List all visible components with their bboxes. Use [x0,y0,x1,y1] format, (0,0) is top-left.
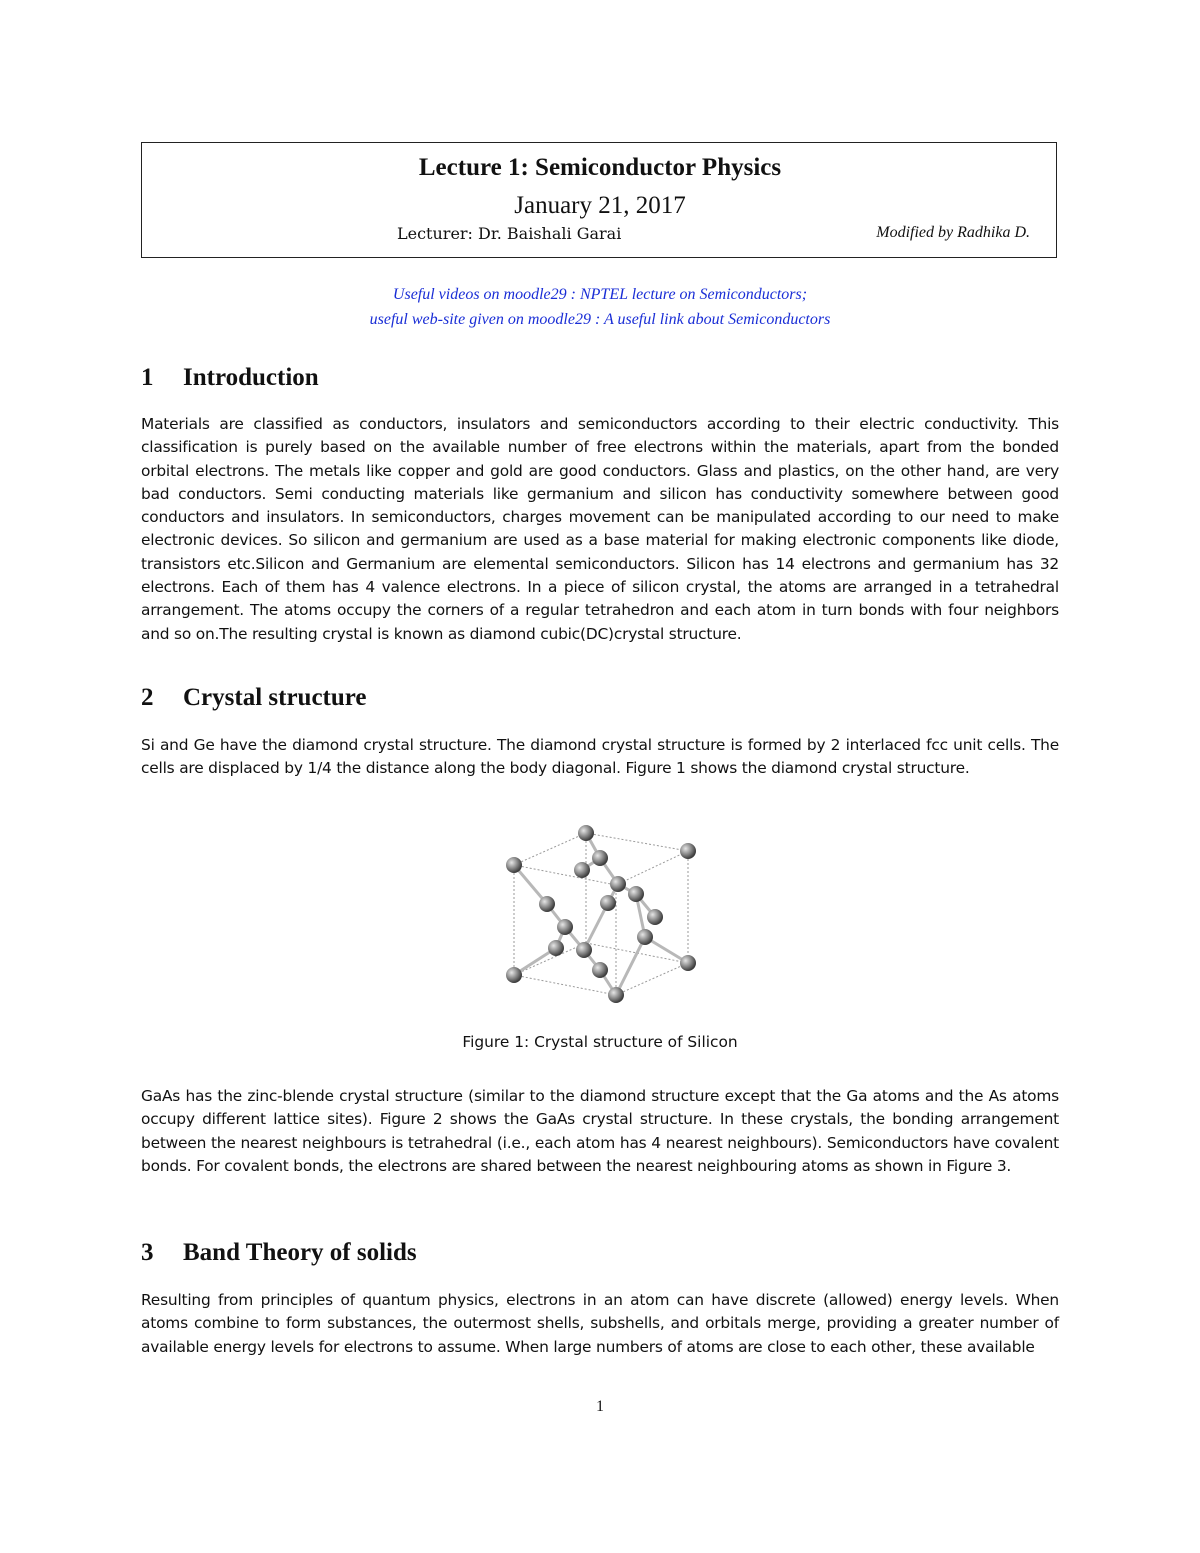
section-heading-band-theory [141,1239,417,1267]
section-heading-introduction [141,364,319,392]
nptel-videos-link[interactable]: Useful videos on moodle29 : NPTEL lecture on Semiconductors; [392,286,808,303]
modified-by: Modified by Radhika D. [876,224,1030,241]
useful-links [0,282,1200,332]
section-title: Band Theory of solids [183,1239,417,1266]
crystal-paragraph-1: Si and Ge have the diamond crystal structure. The diamond crystal structure is formed by 2 interlaced fcc unit cells. The cells are displaced by 1/4 the distance along the body diagonal. Figure 1 shows the diamond crystal structure. [141,736,1059,778]
figure-1-diamond-lattice [490,820,710,1020]
section-title: Introduction [183,364,319,391]
lecturer-name: Lecturer: Dr. Baishali Garai [397,224,622,243]
section-number: 1 [141,364,154,391]
page-number: 1 [596,1398,604,1415]
section-number: 2 [141,684,154,711]
section-heading-crystal-structure [141,684,367,712]
figure-1-caption: Figure 1: Crystal structure of Silicon [462,1033,738,1051]
diamond-crystal-illustration [490,820,710,1020]
section-title: Crystal structure [183,684,367,711]
page-title: Lecture 1: Semiconductor Physics [418,154,782,181]
band-theory-paragraph: Resulting from principles of quantum physics, electrons in an atom can have discrete (allowed) energy levels. When atoms combine to form substances, the outermost shells, subshells, and orbitals merge, providing a greater number of available energy levels for electrons to assume. When large numbers of atoms are close to each other, these available [141,1291,1059,1356]
lecture-date: January 21, 2017 [514,192,686,219]
semiconductor-website-link[interactable]: useful web-site given on moodle29 : A useful link about Semiconductors [369,311,831,328]
section-number: 3 [141,1239,154,1266]
crystal-paragraph-2: GaAs has the zinc-blende crystal structure (similar to the diamond structure except that the Ga atoms and the As atoms occupy different lattice sites). Figure 2 shows the GaAs crystal structure. In these crystals, the bonding arrangement between the nearest neighbours is tetrahedral (i.e., each atom has 4 nearest neighbours). Semiconductors have covalent bonds. For covalent bonds, the electrons are shared between the nearest neighbouring atoms as shown in Figure 3. [141,1087,1059,1175]
introduction-paragraph: Materials are classified as conductors, insulators and semiconductors according to their electric conductivity. This classification is purely based on the available number of free electrons within the materials, apart from the bonded orbital electrons. The metals like copper and gold are good conductors. Glass and plastics, on the other hand, are very bad conductors. Semi conducting materials like germanium and silicon has conductivity somewhere between good conductors and insulators. In semiconductors, charges movement can be manipulated according to our need to make electronic devices. So silicon and germanium are used as a base material for making electronic components like diode, transistors etc.Silicon and Germanium are elemental semiconductors. Silicon has 14 electrons and germanium has 32 electrons. Each of them has 4 valence electrons. In a piece of silicon crystal, the atoms are arranged in a tetrahedral arrangement. The atoms occupy the corners of a regular tetrahedron and each atom in turn bonds with four neighbors and so on.The resulting crystal is known as diamond cubic(DC)crystal structure. [141,415,1059,643]
